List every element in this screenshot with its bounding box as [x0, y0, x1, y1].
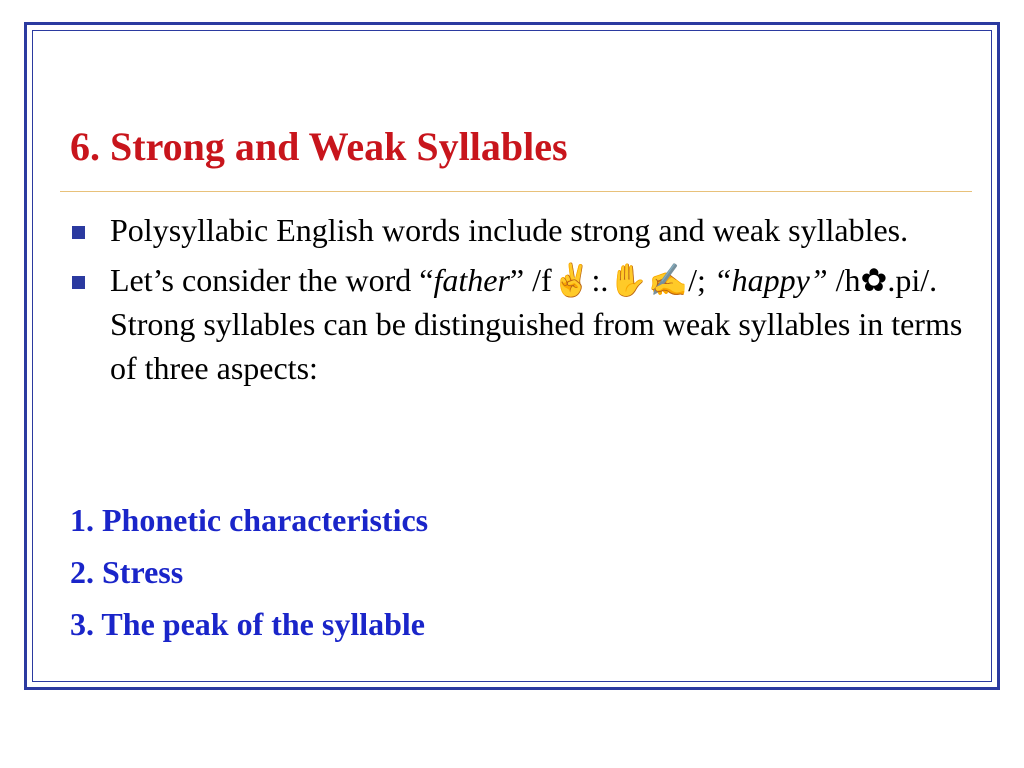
aspect-item: 1. Phonetic characteristics — [70, 502, 429, 538]
example-word-father: father — [433, 262, 510, 298]
bullet-list — [70, 208, 970, 396]
aspect-item: 3. The peak of the syllable — [70, 606, 425, 642]
bullet-item-father-happy — [70, 258, 970, 390]
square-bullet-icon — [72, 226, 85, 239]
slide-title: 6. Strong and Weak Syllables — [70, 124, 568, 169]
bullet-text-part3: /h✿.pi/. Strong syllables can be distinguished from weak syllables in terms of three aspects: — [110, 262, 963, 386]
bullet-text-part1: Let’s consider the word “ — [110, 262, 434, 298]
bullet-item-polysyllabic — [70, 208, 970, 252]
title-divider — [60, 191, 972, 192]
bullet-text-part2: ” /f✌:.✋✍/; — [509, 262, 714, 298]
example-word-happy: “happy” — [713, 262, 828, 298]
square-bullet-icon — [72, 276, 85, 289]
aspect-item: 2. Stress — [70, 554, 184, 590]
aspect-list — [70, 494, 428, 650]
bullet-text: Polysyllabic English words include strong and weak syllables. — [110, 212, 909, 248]
